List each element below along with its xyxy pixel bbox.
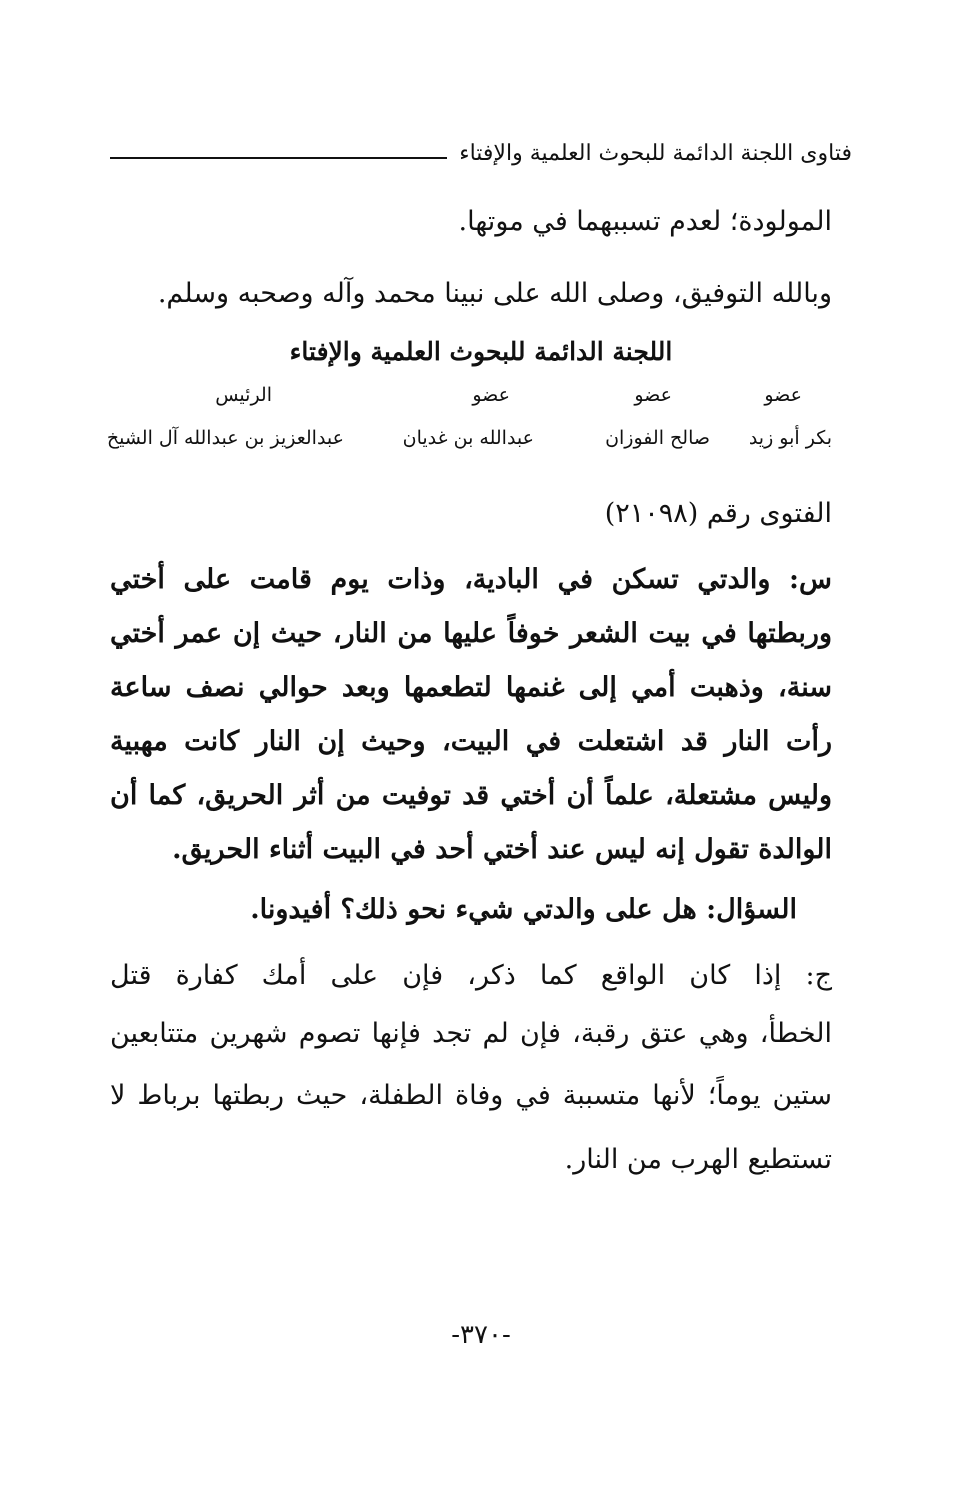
signatory-name: صالح الفوزان [605,427,710,449]
answer-line: ج: إذا كان الواقع كما ذكر، فإن على أمك كفارة قتل [110,960,832,991]
signatory-roles [110,384,832,414]
question-line: وربطتها في بيت الشعر خوفاً عليها من النار، حيث إن عمر أختي [110,618,832,649]
page-number: -٣٧٠- [451,1320,511,1350]
signatory-role: عضو [634,384,672,406]
signatory-role: عضو [764,384,802,406]
question-line: س: والدتي تسكن في البادية، وذات يوم قامت على أختي [110,564,832,595]
answer-line: ستين يوماً؛ لأنها متسببة في وفاة الطفلة، حيث ربطتها برباط لا [110,1080,832,1111]
header-title: فتاوى اللجنة الدائمة للبحوث العلمية والإفتاء [459,140,852,166]
question-line: الوالدة تقول إنه ليس عند أختي أحد في البيت أثناء الحريق. [172,834,832,865]
closing-formula: وبالله التوفيق، وصلى الله على نبينا محمد وآله وصحبه وسلم. [157,278,832,309]
previous-fatwa-ending: المولودة؛ لعدم تسببهما في موتها. [458,206,832,237]
header-rule [110,157,447,159]
signatory-name: بكر أبو زيد [748,427,832,449]
running-header [110,136,852,170]
signatory-role: عضو [472,384,510,406]
signatory-names [106,427,832,457]
answer-line: الخطأ، وهي عتق رقبة، فإن لم تجد فإنها تصوم شهرين متتابعين [110,1018,832,1049]
question-line: سنة، وذهبت أمي إلى غنمها لتطعمها وبعد حوالي نصف ساعة [110,672,832,703]
answer-line: تستطيع الهرب من النار. [564,1144,832,1175]
signatory-name: عبدالعزيز بن عبدالله آل الشيخ [106,427,344,449]
question-ask: السؤال: هل على والدتي شيء نحو ذلك؟ أفيدونا. [250,894,797,925]
signatory-name: عبدالله بن غديان [402,427,534,449]
signatory-role: الرئيس [215,384,272,406]
question-line: رأت النار قد اشتعلت في البيت، وحيث إن النار كانت مهبية [110,726,832,757]
question-line: وليس مشتعلة، علماً أن أختي قد توفيت من أثر الحريق، كما أن [110,780,832,811]
committee-name: اللجنة الدائمة للبحوث العلمية والإفتاء [289,337,673,366]
fatwa-number: الفتوى رقم (٢١٠٩٨) [604,498,832,529]
